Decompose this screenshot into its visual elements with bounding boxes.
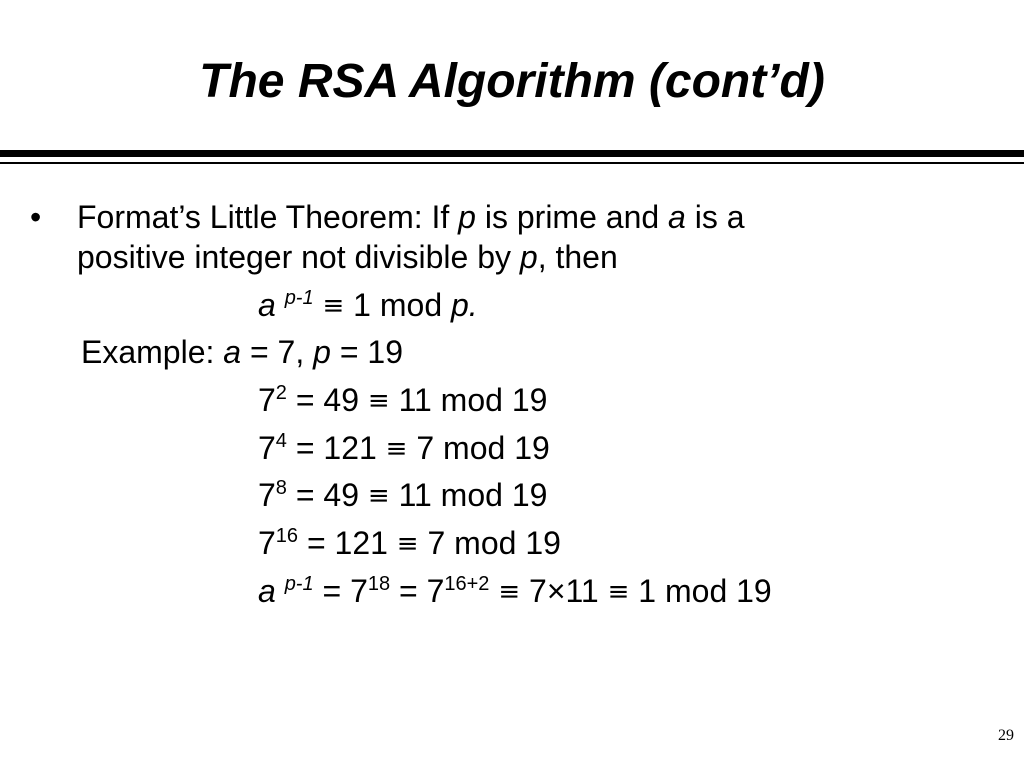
theorem-is-a: is a	[694, 199, 745, 235]
statement-base: a	[258, 287, 276, 323]
bullet-marker: •	[30, 199, 42, 235]
step-rhs: 7 mod 19	[416, 430, 550, 466]
theorem-intro: Format’s Little Theorem: If	[77, 199, 450, 235]
example-a: a	[223, 334, 242, 370]
step-line	[258, 432, 550, 464]
step-base: 7	[258, 477, 276, 513]
statement-equiv: ≡	[322, 291, 345, 321]
step-equiv: ≡	[396, 529, 419, 559]
statement-modulus: p.	[451, 287, 478, 323]
step-exponent: 8	[275, 477, 287, 499]
step-mid: = 121	[295, 430, 377, 466]
step-line	[258, 384, 547, 416]
example-a-value: = 7,	[249, 334, 305, 370]
step-rhs: 7 mod 19	[427, 525, 561, 561]
theorem-a: a	[668, 199, 686, 235]
step-exponent: 4	[275, 430, 287, 452]
example-p-value: = 19	[339, 334, 403, 370]
statement-exponent: p-1	[284, 287, 314, 309]
theorem-line2-start: positive integer not divisible by	[77, 239, 512, 275]
step-equiv: ≡	[385, 434, 408, 464]
theorem-line2-p: p	[519, 239, 538, 275]
page-number: 29	[998, 727, 1014, 744]
step-mid: = 121	[306, 525, 388, 561]
slide-title: The RSA Algorithm (cont’d)	[199, 55, 825, 108]
final-base: a	[258, 573, 276, 609]
theorem-statement	[258, 289, 478, 321]
theorem-line-2	[77, 241, 618, 273]
step-exponent: 2	[275, 382, 287, 404]
title-rule-thin	[0, 162, 1024, 164]
final-eq1: = 7	[322, 573, 368, 609]
step-equiv: ≡	[367, 386, 390, 416]
final-line	[258, 575, 772, 607]
step-rhs: 11 mod 19	[398, 477, 548, 513]
theorem-line2-end: , then	[537, 239, 618, 275]
step-base: 7	[258, 430, 276, 466]
example-label: Example:	[81, 334, 215, 370]
example-line	[81, 336, 403, 368]
step-rhs: 11 mod 19	[398, 382, 548, 418]
step-base: 7	[258, 382, 276, 418]
theorem-line-1	[77, 201, 745, 233]
final-product: 7×11	[529, 573, 599, 609]
final-exponent-2: 18	[367, 573, 391, 595]
final-equiv-1: ≡	[498, 577, 521, 607]
step-mid: = 49	[295, 477, 359, 513]
step-line	[258, 479, 547, 511]
final-equiv-2: ≡	[607, 577, 630, 607]
final-eq2: = 7	[399, 573, 445, 609]
step-line	[258, 527, 561, 559]
final-exponent: p-1	[284, 573, 314, 595]
step-equiv: ≡	[367, 481, 390, 511]
title-rule-thick	[0, 150, 1024, 157]
step-base: 7	[258, 525, 276, 561]
step-mid: = 49	[295, 382, 359, 418]
final-exponent-3: 16+2	[444, 573, 490, 595]
step-exponent: 16	[275, 525, 299, 547]
theorem-p: p	[458, 199, 476, 235]
example-p: p	[313, 334, 331, 370]
statement-rhs: 1 mod	[353, 287, 443, 323]
final-rhs: 1 mod 19	[638, 573, 772, 609]
theorem-is-prime: is prime and	[484, 199, 660, 235]
